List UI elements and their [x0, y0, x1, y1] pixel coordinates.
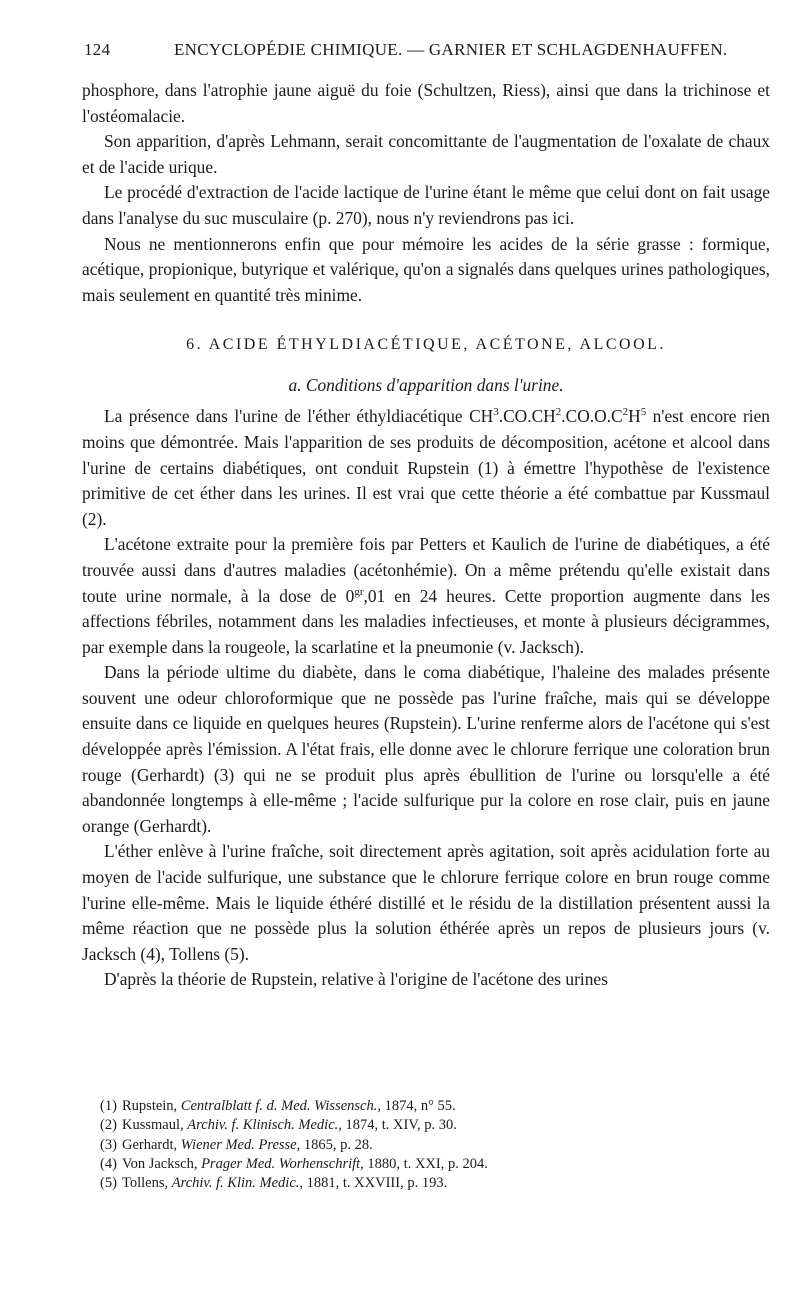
- footnote: [100, 1116, 760, 1135]
- paragraph: Le procédé d'extraction de l'acide lactique de l'urine étant le même que celui dont on fait usage dans l'analyse du suc musculaire (p. 270), nous n'y reviendrons pas ici.: [82, 182, 770, 228]
- footnote-journal: Archiv. f. Klinisch. Medic.: [187, 1117, 339, 1134]
- footnote-journal: Centralblatt f. d. Med. Wissensch.: [180, 1098, 378, 1114]
- formula-superscript: 2: [555, 406, 562, 419]
- running-title: ENCYCLOPÉDIE CHIMIQUE. — GARNIER ET SCHLAGDENHAUFFEN.: [174, 40, 728, 59]
- footnote: [100, 1097, 760, 1116]
- section-title: 6. ACIDE ÉTHYLDIACÉTIQUE, ACÉTONE, ALCOOL.: [186, 336, 666, 354]
- formula-text: La présence dans l'urine de l'éther éthyldiacétique CH: [104, 406, 494, 427]
- footnote-author: Rupstein,: [122, 1098, 181, 1114]
- formula-superscript: 5: [640, 406, 647, 419]
- footnote-author: Tollens,: [122, 1175, 172, 1192]
- formula-text: H: [628, 406, 641, 427]
- dose-text: L'acétone extraite pour la première fois par Petters et Kaulich de l'urine de diabétiques, a été trouvée aussi dans d'autres maladies (acétonhémie). On a même prétendu qu'elle existait dans toute urine normale, à la dose de 0: [82, 534, 770, 606]
- footnote-details: , 1880, t. XXI, p. 204.: [360, 1155, 488, 1172]
- footnote-details: , 1874, t. XIV, p. 30.: [338, 1117, 457, 1134]
- page-body: [82, 78, 770, 993]
- paragraph-formula: [82, 404, 770, 532]
- footnote: [100, 1174, 760, 1193]
- footnote-number: (1): [100, 1098, 117, 1114]
- dose-unit: gr: [354, 585, 364, 598]
- footnote-author: Von Jacksch,: [122, 1155, 202, 1172]
- footnotes: [100, 1097, 760, 1193]
- subsection-title: a. Conditions d'apparition dans l'urine.: [288, 375, 564, 396]
- footnote-details: , 1865, p. 28.: [296, 1136, 373, 1153]
- paragraph-dose: [82, 532, 770, 660]
- paragraph: Dans la période ultime du diabète, dans le coma diabétique, l'haleine des malades présente souvent une odeur chloroformique que ne possède pas l'urine fraîche, mais qui se développe ensuite dans ce liquide en quelques heures (Rupstein). L'urine renferme alors de l'acétone qui s'est développée après l'émission. A l'état frais, elle donne avec le chlorure ferrique une coloration brun rouge (Gerhardt) (3) qui ne se produit plus après ébullition de l'urine ou lorsqu'elle a été abandonnée longtemps à elle-même ; l'acide sulfurique pur la colore en rose clair, puis en jaune orange (Gerhardt).: [82, 662, 770, 836]
- footnote-author: Kussmaul,: [122, 1117, 188, 1134]
- footnote-number: (3): [100, 1136, 117, 1153]
- footnote-journal: Archiv. f. Klin. Medic.: [171, 1175, 300, 1192]
- footnote-number: (5): [100, 1175, 117, 1192]
- footnote-details: , 1881, t. XXVIII, p. 193.: [299, 1175, 448, 1192]
- dose-text: ,01 en 24 heures. Cette proportion augmente dans les affections fébriles, notamment dans les maladies infectieuses, et monte à plusieurs décigrammes, par exemple dans la rougeole, la scarlatine et la pneumonie (v. Jacksch).: [82, 585, 770, 657]
- footnote-number: (4): [100, 1155, 117, 1172]
- footnote: [100, 1155, 760, 1174]
- footnote-journal: Prager Med. Worhenschrift: [201, 1155, 361, 1172]
- formula-superscript: 2: [622, 406, 629, 419]
- footnote-number: (2): [100, 1117, 117, 1134]
- paragraph: D'après la théorie de Rupstein, relative à l'origine de l'acétone des urines: [104, 969, 608, 990]
- formula-text: n'est encore rien moins que démontrée. Mais l'apparition de ses produits de décomposition, acétone et alcool dans l'urine de certains diabétiques, ont conduit Rupstein (1) à émettre l'hypothèse de l'existence primitive de cet éther dans les urines. Il est vrai que cette théorie a été combattue par Kussmaul (2).: [82, 406, 770, 529]
- formula-text: .CO.CH: [498, 406, 556, 427]
- paragraph: phosphore, dans l'atrophie jaune aiguë du foie (Schultzen, Riess), ainsi que dans la trichinose et l'ostéomalacie.: [82, 80, 770, 126]
- footnote-journal: Wiener Med. Presse: [180, 1136, 297, 1153]
- paragraph: L'éther enlève à l'urine fraîche, soit directement après agitation, soit après acidulation forte au moyen de l'acide sulfurique, une substance que le chlorure ferrique colore en brun rouge comme l'urine elle-même. Mais le liquide éthéré distillé et le résidu de la distillation présentent aussi la même réaction que ne possède plus la solution éthérée après un repos de plusieurs jours (v. Jacksch (4), Tollens (5).: [82, 841, 770, 964]
- footnote-details: , 1874, n° 55.: [377, 1098, 456, 1114]
- paragraph: Nous ne mentionnerons enfin que pour mémoire les acides de la série grasse : formique, acétique, propionique, butyrique et valérique, qu'on a signalés dans quelques urines pathologiques, mais seulement en quantité très minime.: [82, 233, 770, 305]
- page-header: [84, 40, 768, 70]
- footnote-author: Gerhardt,: [122, 1136, 181, 1153]
- formula-superscript: 3: [493, 406, 499, 419]
- paragraph: Son apparition, d'après Lehmann, serait concomittante de l'augmentation de l'oxalate de chaux et de l'acide urique.: [82, 131, 770, 177]
- formula-text: .CO.O.C: [561, 406, 623, 427]
- page-number: 124: [84, 40, 111, 59]
- footnote: [100, 1136, 760, 1155]
